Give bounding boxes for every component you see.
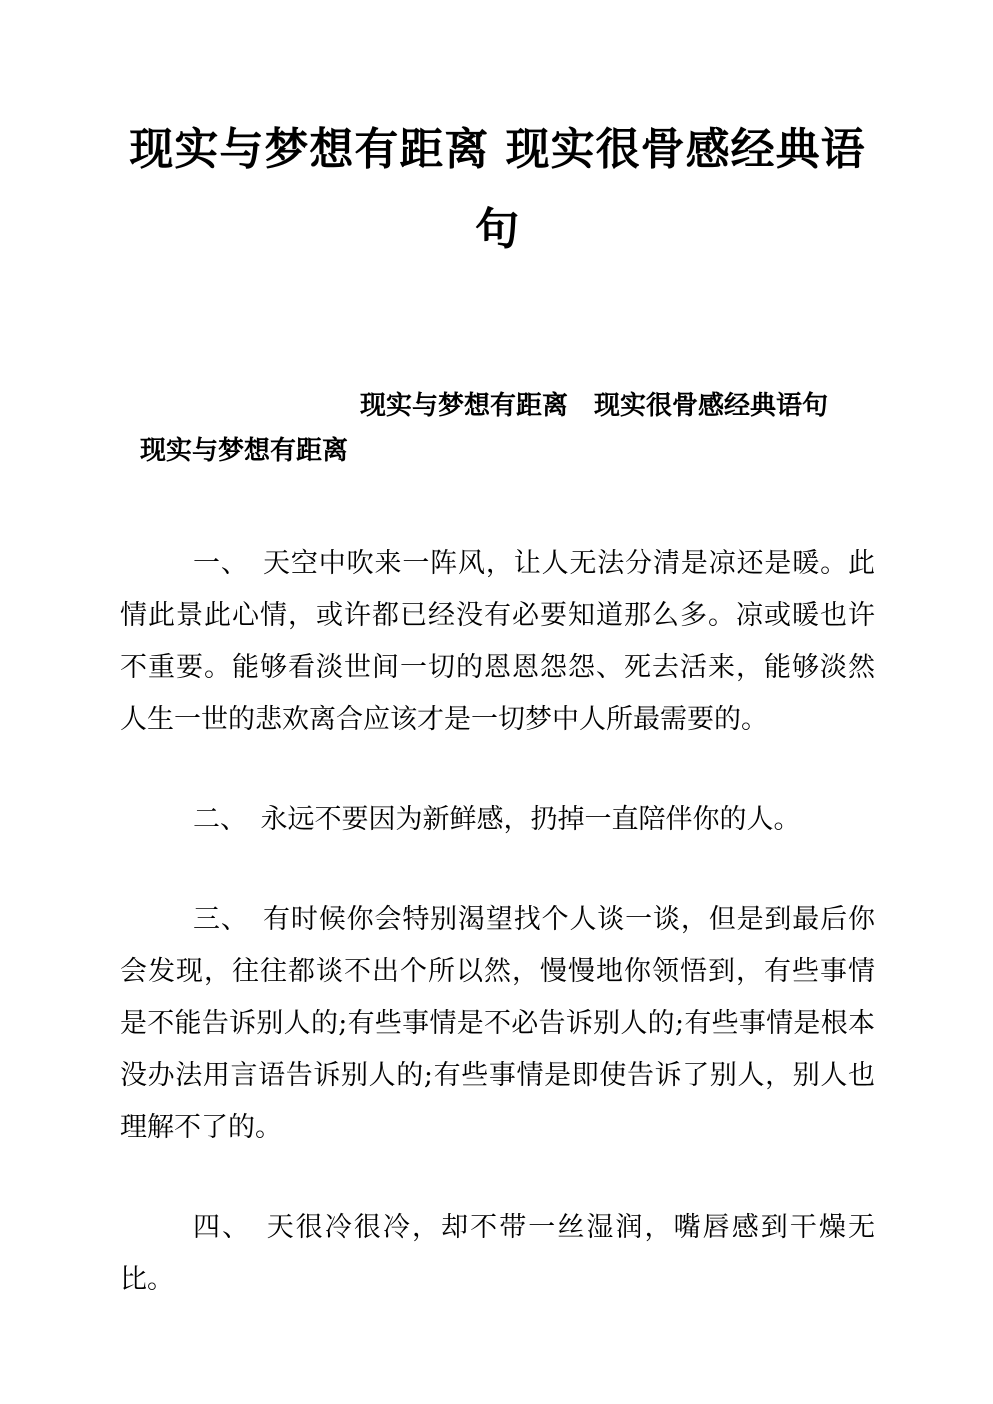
page-title-line-1: 现实与梦想有距离 现实很骨感经典语	[129, 124, 866, 175]
paragraph-item-1: 一、 天空中吹来一阵风，让人无法分清是凉还是暖。此情此景此心情，或许都已经没有必要知道那么多。凉或暖也许不重要。能够看淡世间一切的恩恩怨怨、死去活来，能够淡然人生一世的悲欢离合应该才是一切梦中人所最需要的。	[120, 548, 875, 735]
page-title	[120, 110, 875, 270]
page-title-line-2: 句	[475, 204, 520, 255]
paragraph-item-4: 四、 天很冷很冷，却不带一丝湿润，嘴唇感到干燥无比。	[120, 1212, 875, 1295]
paragraph-item-3: 三、 有时候你会特别渴望找个人谈一谈，但是到最后你会发现，往往都谈不出个所以然，慢慢地你领悟到，有些事情是不能告诉别人的;有些事情是不必告诉别人的;有些事情是根本没办法用言语告诉别人的;有些事情是即使告诉了别人，别人也理解不了的。	[120, 904, 875, 1143]
document-body	[120, 538, 875, 1306]
subtitle-section-heading: 现实与梦想有距离	[140, 436, 349, 466]
paragraph-item-2: 二、 永远不要因为新鲜感，扔掉一直陪伴你的人。	[193, 804, 801, 835]
subtitle-repeat-line: 现实与梦想有距离 现实很骨感经典语句	[360, 391, 829, 421]
